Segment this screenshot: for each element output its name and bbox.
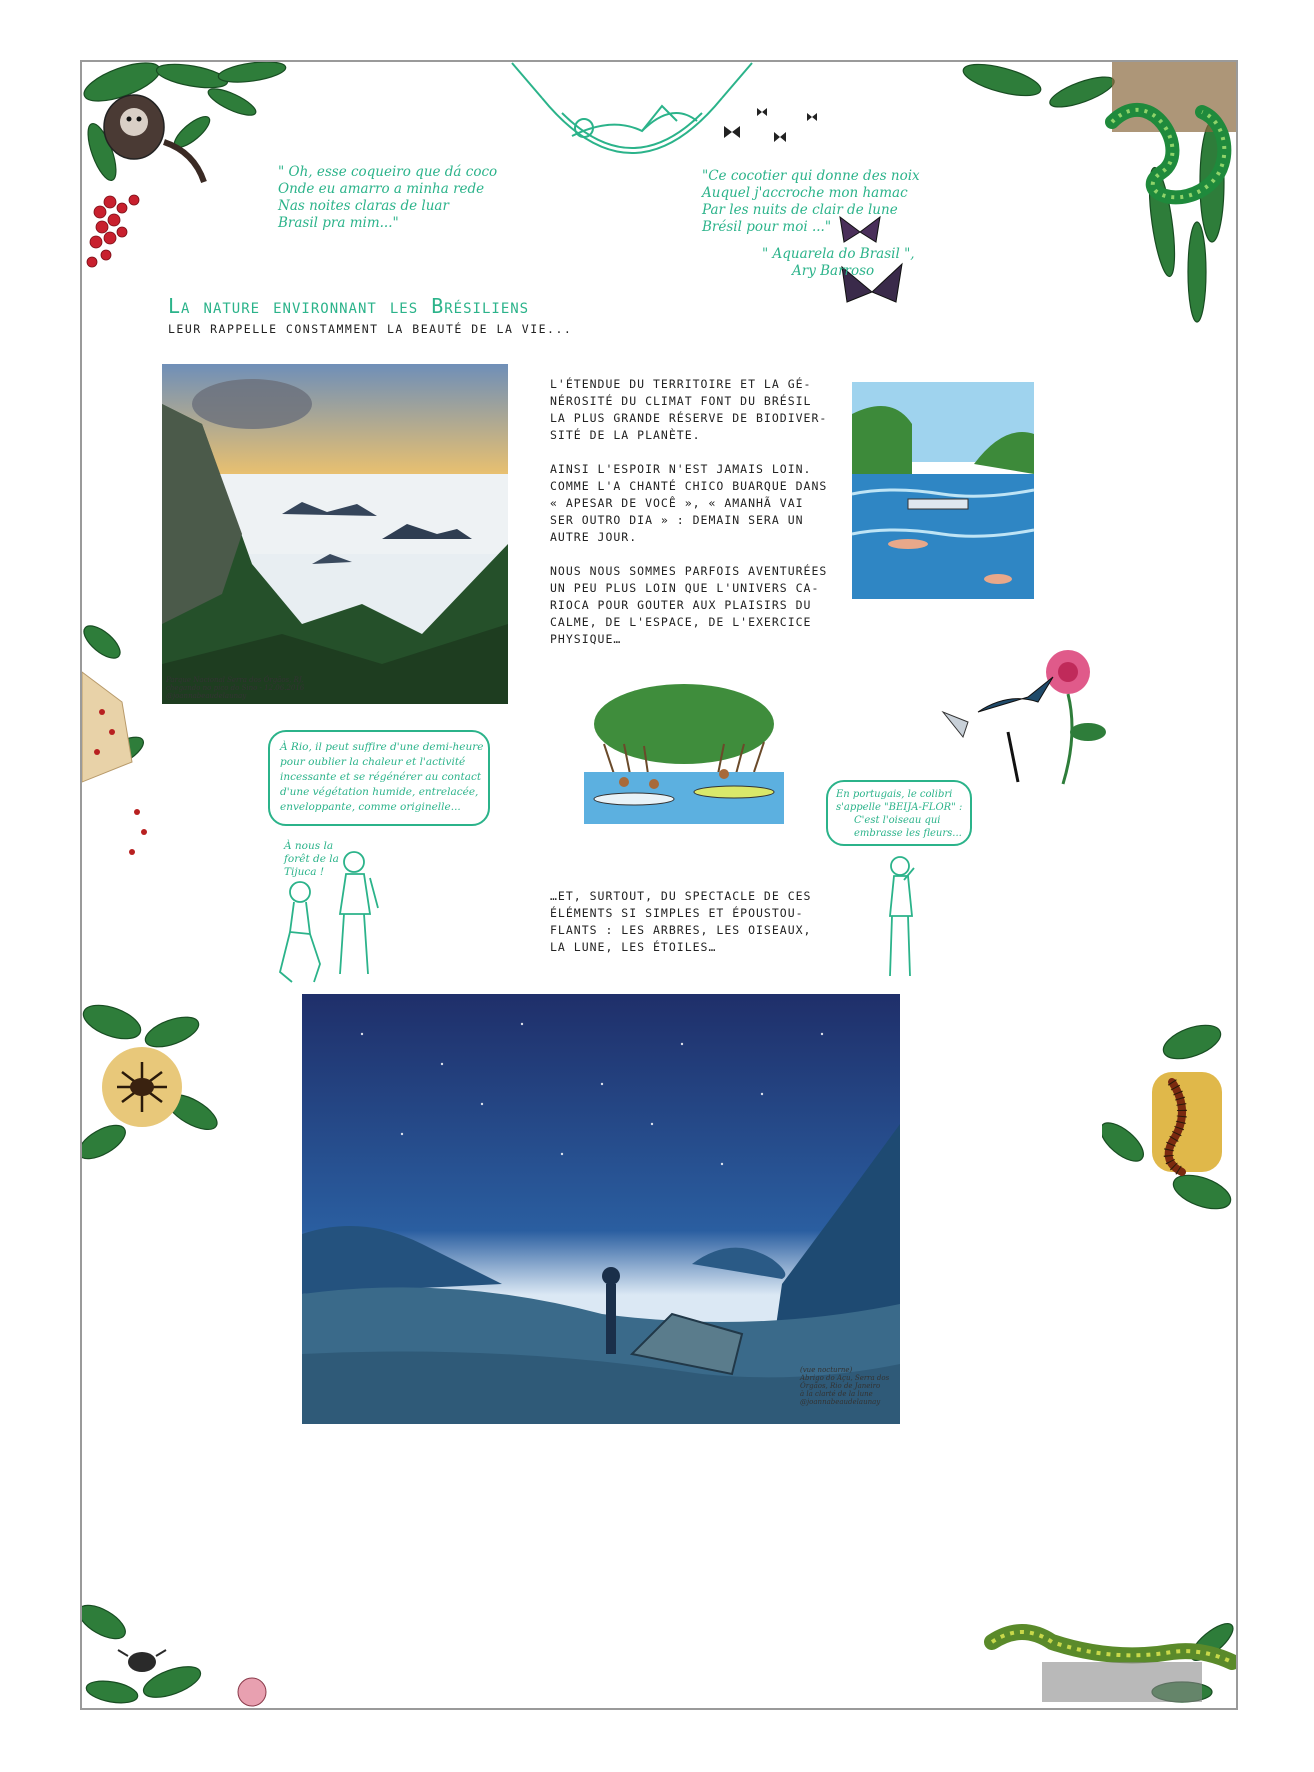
hummingbird-icon [938, 642, 1128, 792]
centipede-icon [1102, 1022, 1238, 1222]
page-title: La nature environnant les Brésiliens [168, 294, 530, 318]
paragraph-biodiversity: L'ÉTENDUE DU TERRITOIRE ET LA GÉ- NÉROSITÉ DU CLIMAT FONT DU BRÉSIL LA PLUS GRANDE RÉSERVE DE BIODIVER- SITÉ DE LA PLANÈTE. [550, 377, 828, 442]
mangrove-painting [584, 674, 784, 824]
poster [80, 60, 1238, 1710]
lizard-icon [982, 1602, 1238, 1710]
paragraph-adventure: NOUS NOUS SOMMES PARFOIS AVENTURÉES UN PEU PLUS LOIN QUE L'UNIVERS CA- RIOCA POUR GOUTER AUX PLAISIRS DU CALME, DE L'ESPACE, DE L'EXERCICE PHYSIQUE… [550, 564, 828, 646]
ant-icon [82, 612, 152, 872]
berries-icon [87, 195, 139, 267]
speech-bubble-rio: À Rio, il peut suffire d'une demi-heure pour oublier la chaleur et l'activité incessante et se régénérer au contact d'une végétation humide, entrelacée, enveloppante, comme originelle... [268, 730, 490, 826]
girl-drawing [874, 852, 944, 982]
night-painting [302, 994, 900, 1424]
night-caption: (vue nocturne) Abrigo do Açu, Serra dos Órgãos, Rio de Janeiro à la clarté de la lune @joannabeaudelaunay [800, 1366, 890, 1406]
two-girls-drawing [266, 822, 396, 992]
paragraph-hope: AINSI L'ESPOIR N'EST JAMAIS LOIN. COMME L'A CHANTÉ CHICO BUARQUE DANS « APESAR DE VOCÊ », « AMANHÃ VAI SER OUTRO DIA » : DEMAIN SERA UN AUTRE JOUR. [550, 462, 828, 544]
body-text-main [550, 376, 827, 665]
speech-bubble-colibri: En portugais, le colibri s'appelle "BEIJA-FLOR" : C'est l'oiseau qui embrasse les fleurs... [826, 780, 972, 846]
mountain-caption: Parque Nacional Serra dos Órgãos, RJ, chegando no pico do Sino - 12.06.2016 @joannabeaudelaunay [166, 676, 305, 700]
river-painting [848, 374, 1038, 604]
quote-attribution: " Aquarela do Brasil ", Ary Barroso [762, 246, 915, 279]
quote-french: "Ce cocotier qui donne des noix Auquel j'accroche mon hamac Par les nuits de clair de lune Brésil pour moi ..." " Aquarela do Brasil ", Ary Barroso [702, 168, 920, 279]
speech-bubble-jungle: À nous la forêt de la Tijuca ! [284, 840, 339, 878]
snake-icon [962, 62, 1238, 332]
body-text-closing: …ET, SURTOUT, DU SPECTACLE DE CES ÉLÉMENTS SI SIMPLES ET ÉPOUSTOU- FLANTS : LES ARBRES, LES OISEAUX, LA LUNE, LES ÉTOILES… [550, 889, 812, 954]
quote-portuguese: " Oh, esse coqueiro que dá coco Onde eu amarro a minha rede Nas noites claras de luar Brasil pra mim..." [278, 164, 498, 231]
spider-icon [82, 992, 222, 1172]
page-subtitle: LEUR RAPPELLE CONSTAMMENT LA BEAUTÉ DE LA VIE... [168, 322, 573, 336]
beetle-icon [82, 1582, 282, 1710]
mountain-painting [162, 364, 508, 704]
